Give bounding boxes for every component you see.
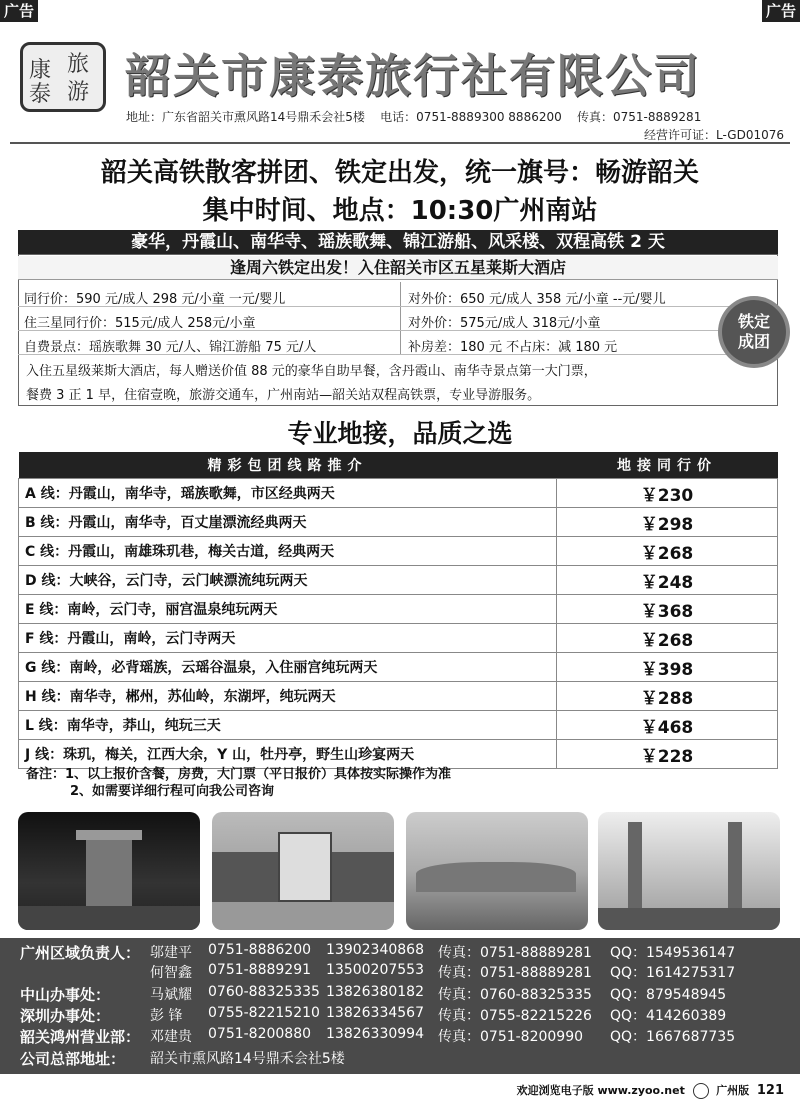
tour-subtitle: 逢周六铁定出发！入住韶关市区五星莱斯大酒店 bbox=[18, 256, 778, 280]
route-name: G 线：南岭，必背瑶族，云瑶谷温泉，入住丽宫纯玩两天 bbox=[19, 653, 557, 682]
route-price: ￥298 bbox=[557, 508, 778, 537]
headline-primary: 韶关高铁散客拼团、铁定出发，统一旗号：畅游韶关 bbox=[100, 158, 699, 188]
logo-char: 康 bbox=[29, 58, 52, 83]
table-row bbox=[19, 508, 778, 537]
table-row bbox=[19, 566, 778, 595]
contact-phone: 0760-88325335 bbox=[208, 984, 320, 1000]
route-price: ￥288 bbox=[557, 682, 778, 711]
ad-tag-left: 广告 bbox=[0, 0, 38, 22]
contact-person: 彭 锋 bbox=[150, 1008, 183, 1024]
gate-shape bbox=[278, 832, 332, 902]
table-row bbox=[19, 653, 778, 682]
contact-phone: 0751-8886200 bbox=[208, 942, 312, 958]
route-name: F 线：丹霞山，南岭，云门寺两天 bbox=[19, 624, 557, 653]
business-license: 经营许可证：L-GD01076 bbox=[644, 128, 784, 142]
company-address: 地址：广东省韶关市熏风路14号鼎禾会社5楼 bbox=[126, 110, 365, 124]
contact-person: 邓建贵 bbox=[150, 1029, 192, 1045]
note-line: 备注：1、以上报价含餐，房费，大门票（平日报价）具体按实际操作为准 bbox=[26, 767, 452, 782]
contact-fax: 传真：0751-88889281 bbox=[438, 965, 592, 981]
logo-char: 泰 bbox=[29, 82, 52, 107]
footer-site: 欢迎浏览电子版 www.zyoo.net bbox=[516, 1084, 685, 1097]
peer-price: 同行价：590 元/成人 298 元/小童 一元/婴儿 bbox=[24, 292, 286, 307]
route-price: ￥248 bbox=[557, 566, 778, 595]
table-row bbox=[19, 595, 778, 624]
divider bbox=[400, 282, 401, 354]
table-row bbox=[19, 740, 778, 769]
divider bbox=[10, 142, 790, 144]
route-price: ￥468 bbox=[557, 711, 778, 740]
notes bbox=[26, 766, 451, 800]
route-price: ￥228 bbox=[557, 740, 778, 769]
contact-fax: 传真：0751-88889281 bbox=[438, 945, 592, 961]
magazine-logo-icon bbox=[693, 1083, 709, 1099]
routes-table bbox=[18, 452, 778, 769]
tour-description: 入住五星级莱斯大酒店，每人赠送价值 88 元的豪华自助早餐，含丹霞山、南华寺景点第一大门票， bbox=[26, 364, 597, 379]
route-price: ￥368 bbox=[557, 595, 778, 624]
three-star-peer-price: 住三星同行价：515元/成人 258元/小童 bbox=[24, 316, 256, 331]
headline-secondary: 集中时间、地点：10:30广州南站 bbox=[202, 196, 598, 226]
tower-shape bbox=[86, 836, 132, 906]
company-contact-line bbox=[126, 108, 701, 125]
pillar bbox=[628, 822, 642, 912]
hq-label: 公司总部地址： bbox=[20, 1050, 126, 1068]
section-title: 专业地接，品质之选 bbox=[287, 419, 513, 448]
tour-title-bar: 豪华，丹霞山、南华寺、瑶族歌舞、锦江游船、风采楼、双程高铁 2 天 bbox=[18, 230, 778, 254]
route-price: ￥268 bbox=[557, 537, 778, 566]
contact-fax: 传真：0760-88325335 bbox=[438, 987, 592, 1003]
logo-char: 游 bbox=[67, 80, 90, 105]
contact-person: 邬建平 bbox=[150, 945, 192, 961]
contact-mobile: 13826334567 bbox=[326, 1005, 424, 1021]
routes-header-left: 精彩包团线路推介 bbox=[19, 452, 557, 479]
badge-text: 成团 bbox=[737, 332, 770, 351]
company-logo bbox=[20, 42, 106, 112]
route-name: D 线：大峡谷，云门寺，云门峡漂流纯玩两天 bbox=[19, 566, 557, 595]
route-name: E 线：南岭，云门寺，丽宫温泉纯玩两天 bbox=[19, 595, 557, 624]
routes-header-right: 地接同行价 bbox=[557, 452, 778, 479]
route-name: C 线：丹霞山，南雄珠玑巷，梅关古道，经典两天 bbox=[19, 537, 557, 566]
contact-mobile: 13500207553 bbox=[326, 962, 424, 978]
route-name: B 线：丹霞山，南华寺，百丈崖漂流经典两天 bbox=[19, 508, 557, 537]
contact-label: 韶关鸿州营业部： bbox=[20, 1028, 141, 1046]
ad-tag-right: 广告 bbox=[762, 0, 800, 22]
footer-edition: 广州版 bbox=[716, 1084, 750, 1097]
contact-fax: 传真：0755-82215226 bbox=[438, 1008, 592, 1024]
footer bbox=[517, 1082, 784, 1099]
contacts-panel bbox=[0, 938, 800, 1074]
pillar bbox=[728, 822, 742, 912]
company-fax: 传真：0751-8889281 bbox=[577, 110, 702, 124]
note-line: 2、如需要详细行程可向我公司咨询 bbox=[70, 784, 275, 799]
route-price: ￥230 bbox=[557, 479, 778, 508]
photo-hotel-lobby bbox=[598, 812, 780, 930]
table-row bbox=[19, 711, 778, 740]
photo-night-tower bbox=[18, 812, 200, 930]
contact-phone: 0751-8200880 bbox=[208, 1026, 312, 1042]
route-price: ￥398 bbox=[557, 653, 778, 682]
route-price: ￥268 bbox=[557, 624, 778, 653]
page-number: 121 bbox=[756, 1083, 784, 1098]
contact-phone: 0755-82215210 bbox=[208, 1005, 320, 1021]
contact-label: 中山办事处： bbox=[20, 986, 111, 1004]
company-name: 韶关市康泰旅行社有限公司 bbox=[125, 49, 701, 103]
table-row bbox=[19, 682, 778, 711]
optional-attractions: 自费景点：瑶族歌舞 30 元/人、锦江游船 75 元/人 bbox=[24, 340, 317, 355]
badge-text: 铁定 bbox=[737, 312, 770, 331]
photo-danxia-mountain bbox=[406, 812, 588, 930]
public-price: 对外价：650 元/成人 358 元/小童 --元/婴儿 bbox=[408, 292, 666, 307]
guaranteed-departure-badge bbox=[722, 300, 786, 364]
photo-temple-gate bbox=[212, 812, 394, 930]
contact-qq: QQ：414260389 bbox=[610, 1008, 727, 1024]
table-row bbox=[19, 479, 778, 508]
street bbox=[18, 906, 200, 930]
table-row bbox=[19, 624, 778, 653]
contact-qq: QQ：1614275317 bbox=[610, 965, 736, 981]
contact-person: 马斌耀 bbox=[150, 987, 192, 1003]
route-name: J 线：珠玑，梅关，江西大余，Y 山，牡丹亭，野生山珍宴两天 bbox=[19, 740, 557, 769]
mountain-shape bbox=[416, 862, 576, 892]
contact-mobile: 13902340868 bbox=[326, 942, 424, 958]
contact-fax: 传真：0751-8200990 bbox=[438, 1029, 584, 1045]
table-row bbox=[19, 537, 778, 566]
contact-phone: 0751-8889291 bbox=[208, 962, 312, 978]
steps bbox=[212, 902, 394, 930]
tour-description: 餐费 3 正 1 早，住宿壹晚，旅游交通车，广州南站—韶关站双程高铁票，专业导游服务。 bbox=[26, 388, 541, 403]
logo-char: 旅 bbox=[67, 52, 90, 77]
contact-qq: QQ：1549536147 bbox=[610, 945, 736, 961]
contact-person: 何智鑫 bbox=[150, 965, 192, 981]
tower-roof bbox=[76, 830, 142, 840]
contact-mobile: 13826330994 bbox=[326, 1026, 424, 1042]
route-name: L 线：南华寺，莽山，纯玩三天 bbox=[19, 711, 557, 740]
room-supplement: 补房差：180 元 不占床：减 180 元 bbox=[408, 340, 618, 355]
contact-qq: QQ：1667687735 bbox=[610, 1029, 736, 1045]
three-star-public-price: 对外价：575元/成人 318元/小童 bbox=[408, 316, 601, 331]
route-name: H 线：南华寺，郴州，苏仙岭，东湖坪，纯玩两天 bbox=[19, 682, 557, 711]
route-name: A 线：丹霞山，南华寺，瑶族歌舞，市区经典两天 bbox=[19, 479, 557, 508]
contact-label: 深圳办事处： bbox=[20, 1007, 111, 1025]
contact-mobile: 13826380182 bbox=[326, 984, 424, 1000]
company-phone: 电话：0751-8889300 8886200 bbox=[380, 110, 562, 124]
floor bbox=[598, 908, 780, 930]
contact-label: 广州区域负责人： bbox=[20, 944, 141, 962]
hq-address: 韶关市熏风路14号鼎禾会社5楼 bbox=[150, 1051, 345, 1067]
contact-qq: QQ：879548945 bbox=[610, 987, 727, 1003]
